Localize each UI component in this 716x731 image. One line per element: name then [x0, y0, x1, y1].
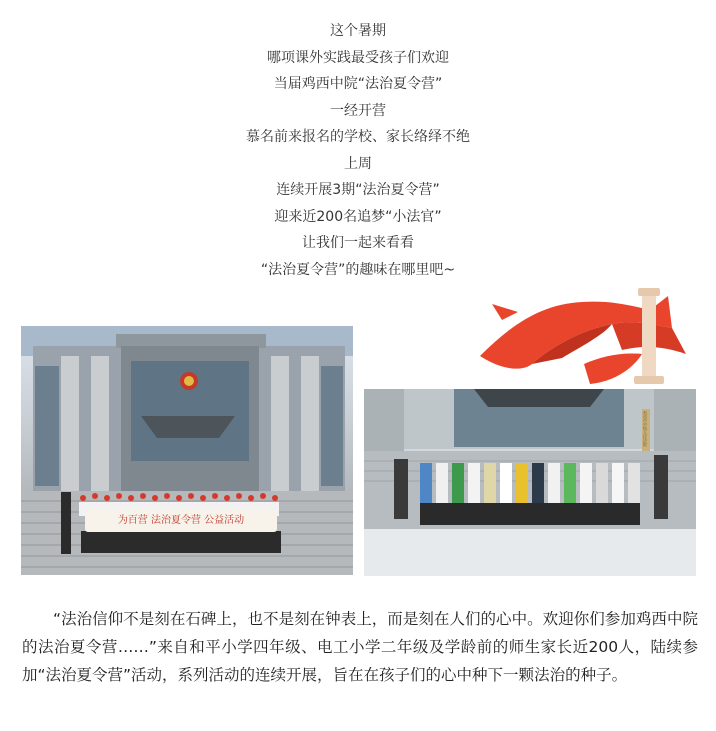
caption-text: “法治信仰不是刻在石碑上，也不是刻在钟表上，而是刻在人们的心中。欢迎你们参加鸡西中院的法治夏令营……”来自和平小学四年级、电工小学二年级及学龄前的师生家长近200人，陆续参加“法治夏令营”活动，系列活动的连续开展，旨在在孩子们的心中种下一颗法治的种子。 [22, 610, 698, 684]
intro-line: 让我们一起来看看 [302, 235, 414, 251]
intro-line: 哪项课外实践最受孩子们欢迎 [267, 49, 449, 66]
intro-line: “法治夏令营”的趣味在哪里吧~ [260, 261, 456, 278]
intro-line: 当届鸡西中院“法治夏令营” [273, 76, 443, 92]
intro-text-block [0, 18, 716, 283]
intro-line: 这个暑期 [330, 23, 386, 39]
intro-line: 一经开营 [330, 102, 386, 119]
article-paragraph [22, 605, 698, 689]
intro-line: 上周 [344, 155, 372, 172]
intro-line: 连续开展3期“法治夏令营” [276, 182, 440, 198]
court-plaque-text: 鸡西市中级人民法院 [643, 411, 647, 447]
photo-court-building-group [21, 326, 353, 575]
ribbon-decoration [472, 284, 702, 392]
photo-group-entrance [364, 389, 696, 576]
intro-line: 迎来近200名追梦“小法官” [274, 208, 442, 225]
banner-text: 为百营 法治夏令营 公益活动 [117, 515, 245, 526]
intro-line: 慕名前来报名的学校、家长络绎不绝 [246, 129, 470, 145]
